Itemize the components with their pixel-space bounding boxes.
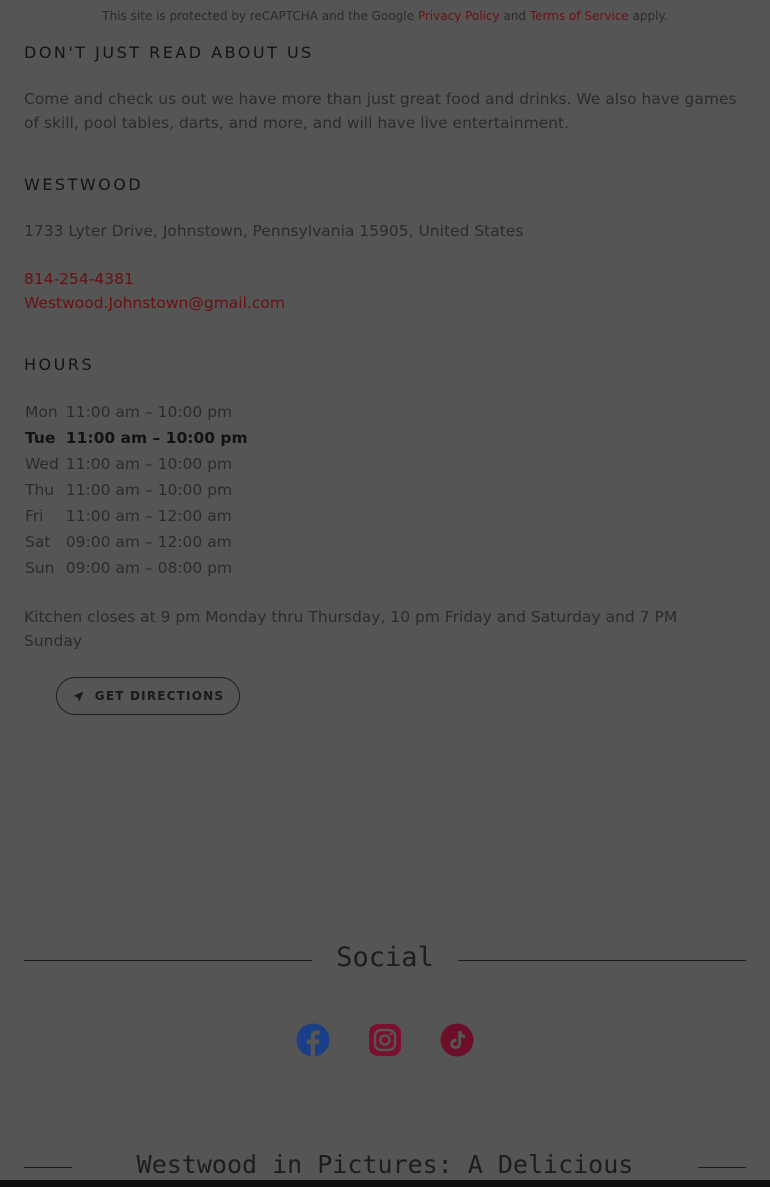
kitchen-note: Kitchen closes at 9 pm Monday thru Thursday, 10 pm Friday and Saturday and 7 PM Sunday bbox=[24, 608, 678, 650]
navigation-arrow-icon bbox=[72, 690, 85, 703]
bottom-edge bbox=[0, 1180, 770, 1187]
instagram-icon bbox=[368, 1023, 402, 1057]
hours-time: 11:00 am – 12:00 am bbox=[65, 507, 232, 525]
about-heading: DON'T JUST READ ABOUT US bbox=[24, 43, 314, 62]
privacy-policy-link[interactable]: Privacy Policy bbox=[417, 9, 500, 23]
location-heading: WESTWOOD bbox=[24, 175, 144, 194]
instagram-link[interactable] bbox=[368, 1023, 402, 1057]
hours-time: 11:00 am – 10:00 pm bbox=[65, 429, 248, 447]
hours-row bbox=[24, 425, 254, 451]
phone-link[interactable]: 814-254-4381 bbox=[24, 270, 134, 288]
terms-of-service-link[interactable]: Terms of Service bbox=[529, 9, 629, 23]
hours-day: Thu bbox=[25, 481, 55, 499]
hours-row bbox=[24, 503, 254, 529]
hours-row bbox=[24, 477, 254, 503]
social-title: Social bbox=[336, 942, 434, 973]
social-divider-left bbox=[24, 960, 312, 961]
social-divider-right bbox=[458, 960, 746, 961]
hours-day: Tue bbox=[25, 429, 56, 447]
hours-day: Mon bbox=[25, 403, 58, 421]
hours-row bbox=[24, 399, 254, 425]
contact-block bbox=[24, 267, 739, 315]
about-text: Come and check us out we have more than just great food and drinks. We also have games of skill, pool tables, darts, and more, and will have live entertainment. bbox=[24, 90, 737, 132]
get-directions-button[interactable] bbox=[56, 677, 240, 715]
tiktok-link[interactable] bbox=[440, 1023, 474, 1057]
hours-row bbox=[24, 555, 254, 581]
hours-time: 09:00 am – 08:00 pm bbox=[65, 559, 233, 577]
recaptcha-notice: This site is protected by reCAPTCHA and the Google Privacy Policy and Terms of Service apply. bbox=[102, 9, 668, 23]
facebook-icon bbox=[296, 1023, 330, 1057]
hours-row bbox=[24, 451, 254, 477]
hours-day: Sun bbox=[25, 559, 55, 577]
hours-time: 11:00 am – 10:00 pm bbox=[65, 455, 233, 473]
hours-day: Sat bbox=[25, 533, 51, 551]
facebook-link[interactable] bbox=[296, 1023, 330, 1057]
gallery-divider-right bbox=[698, 1167, 746, 1168]
get-directions-label: GET DIRECTIONS bbox=[94, 689, 225, 703]
hours-heading: HOURS bbox=[24, 355, 95, 374]
hours-day: Wed bbox=[25, 455, 59, 473]
email-link[interactable]: Westwood.Johnstown@gmail.com bbox=[24, 294, 285, 312]
hours-time: 11:00 am – 10:00 pm bbox=[65, 481, 233, 499]
gallery-title: Westwood in Pictures: A Delicious bbox=[136, 1150, 634, 1179]
gallery-divider-left bbox=[24, 1167, 72, 1168]
tiktok-icon bbox=[440, 1023, 474, 1057]
hours-table bbox=[24, 399, 254, 581]
hours-time: 09:00 am – 12:00 am bbox=[65, 533, 232, 551]
hours-time: 11:00 am – 10:00 pm bbox=[65, 403, 233, 421]
address: 1733 Lyter Drive, Johnstown, Pennsylvania 15905, United States bbox=[24, 222, 524, 240]
hours-day: Fri bbox=[25, 507, 44, 525]
hours-row bbox=[24, 529, 254, 555]
